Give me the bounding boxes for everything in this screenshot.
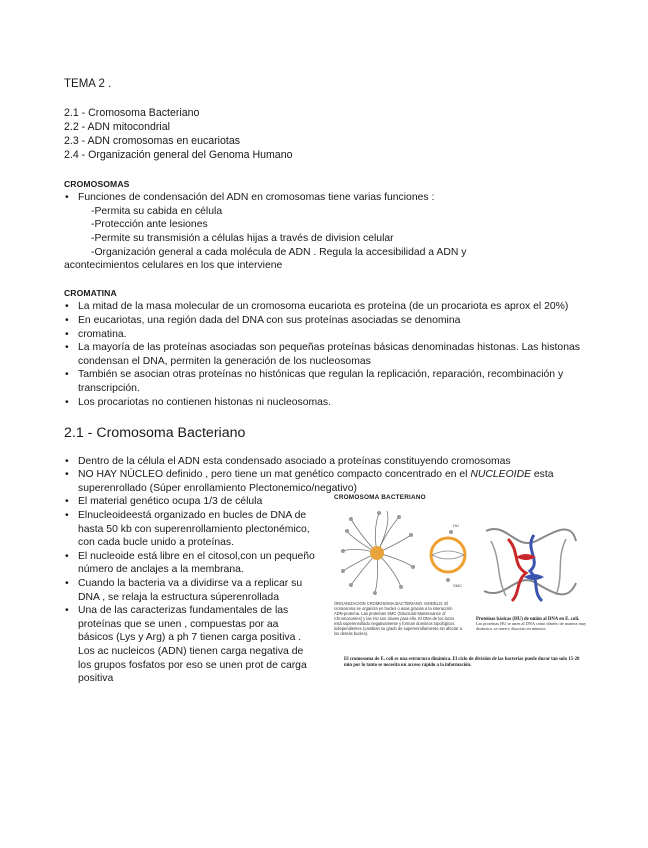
list-item: • El nucleoide está libre en el citosol,con un pequeño número de anclajes a la membrana. <box>64 550 316 577</box>
figure-caption-left: ORGANIZACION CROMOSOMA BACTERIANO. MODELO: El cromosoma se organiza en bucles o asas gracias a la interacción ADN-proteína. Las proteínas SMC (Structural Maintenance of Chromosomes) y las HU son claves para ello. El DNA de los lazos está superenrollado negativamente y forman dominios topológicos independientes (cambian su grado de superenrollamiento sin afectar a los demás bucles). <box>334 601 462 637</box>
cromosomas-tail: acontecimientos celulares en los que interviene <box>64 260 283 272</box>
ring-dna <box>432 551 464 559</box>
two-column-block <box>64 495 594 705</box>
bacterial-chromosome-figure <box>326 491 588 696</box>
hu-protein <box>449 530 453 534</box>
figure-caption-right: Las proteínas HU se unen al DNA como dímero de manera muy dinámica, se unen y disocian en minutos <box>476 621 587 632</box>
supercoiled-ring <box>431 538 465 572</box>
protein-helix-blue <box>524 574 544 580</box>
list-item: • Elnucleoideestá organizado en bucles de DNA de hasta 50 kb con superenrollamiento plectonémico, con cada bucle unido a proteínas. <box>64 509 316 550</box>
list-item: • Una de las caracterizas fundamentales de las proteínas que se unen , compuestas por aa básicos (Lys y Arg) a ph 7 tienen carga positiva . Los ac nucleicos (ADN) tienen carga negativa de los grupos fosfatos por eso se unen prot de carga positiva <box>64 604 316 686</box>
cromosomas-subitem: -Permita su cabida en célula <box>91 205 223 217</box>
list-item: • cromatina. <box>64 328 594 342</box>
figure-caption-right-heading: Proteínas básicas (HU) de unión al DNA en E. coli. <box>476 617 580 623</box>
list-item: • También se asocian otras proteínas no histónicas que regulan la replicación, reparación, recombinación y transcripción. <box>64 368 594 395</box>
chromosome-loops-diagram <box>332 505 472 601</box>
section-heading-cromosomas: CROMOSOMAS <box>64 178 130 189</box>
section-heading-2-1: 2.1 - Cromosoma Bacteriano <box>64 425 246 442</box>
cromatina-list <box>64 300 594 409</box>
list-item: • La mayoría de las proteínas asociadas son pequeñas proteínas básicas denominadas histonas. Las histonas condensan el DNA, permiten la generación de los nucleosomas <box>64 341 594 368</box>
cromosomas-subitem: -Organización general a cada molécula de ADN . Regula la accesibilidad a ADN y <box>91 246 467 258</box>
figure-caption-bottom: El cromosoma de E. coli es una estructura dinámica. El ciclo de división de las bacterias puede durar tan solo 15-20 min por lo tanto se necesita un acceso rápido a la información. <box>344 657 580 669</box>
document-title: TEMA 2 . <box>64 78 112 90</box>
list-item: • El material genético ocupa 1/3 de célula <box>64 495 316 509</box>
dna-strand <box>556 539 566 595</box>
cromosomas-subitem: -Permite su transmisión a células hijas a través de division celular <box>91 232 394 244</box>
dna-strand <box>491 541 506 596</box>
list-item: • Funciones de condensación del ADN en cromosomas tiene varias funciones : <box>64 191 594 205</box>
dna-helix-bottom <box>484 581 576 595</box>
nucleoid-core <box>370 546 384 560</box>
list-item: • Cuando la bacteria va a dividirse va a replicar su DNA , se relaja la estructura súperenrollada <box>64 577 316 604</box>
list-item: • Dentro de la célula el ADN esta condensado asociado a proteínas constituyendo cromosomas <box>64 455 594 469</box>
table-of-contents <box>64 106 594 162</box>
smc-protein <box>446 578 450 582</box>
nucleoide-term: NUCLEOIDE <box>470 469 531 481</box>
label-hu: HU <box>453 523 459 529</box>
section21-list <box>64 455 594 496</box>
section21-left-list <box>64 495 316 685</box>
protein-chain-blue <box>530 535 542 601</box>
cromosomas-subitem: -Protección ante lesiones <box>91 219 208 231</box>
list-item: • La mitad de la masa molecular de un cromosoma eucariota es proteína (de un procariota es aprox el 20%) <box>64 300 594 314</box>
figure-title: CROMOSOMA BACTERIANO <box>334 494 426 502</box>
cromosomas-list <box>64 191 594 205</box>
list-item: • En eucariotas, una región dada del DNA con sus proteínas asociadas se denomina <box>64 314 594 328</box>
toc-item: 2.1 - Cromosoma Bacteriano <box>64 106 200 119</box>
document-page <box>64 78 594 705</box>
section-heading-cromatina: CROMATINA <box>64 287 117 298</box>
toc-item: 2.2 - ADN mitocondrial <box>64 120 170 133</box>
text-run: NO HAY NÚCLEO definido , pero tiene un mat genético compacto concentrado en el <box>78 469 471 481</box>
text-run: esta superenrollado (Súper enrollamiento Plectonemico/negativo) <box>78 469 554 494</box>
toc-item: 2.4 - Organización general del Genoma Humano <box>64 148 293 161</box>
protein-chain-red <box>508 539 526 601</box>
toc-item: 2.3 - ADN cromosomas en eucariotas <box>64 134 241 147</box>
list-item: • Los procariotas no contienen histonas ni nucleosomas. <box>64 396 594 410</box>
hu-protein-structure <box>476 511 584 611</box>
label-smc: SMC <box>453 583 462 589</box>
